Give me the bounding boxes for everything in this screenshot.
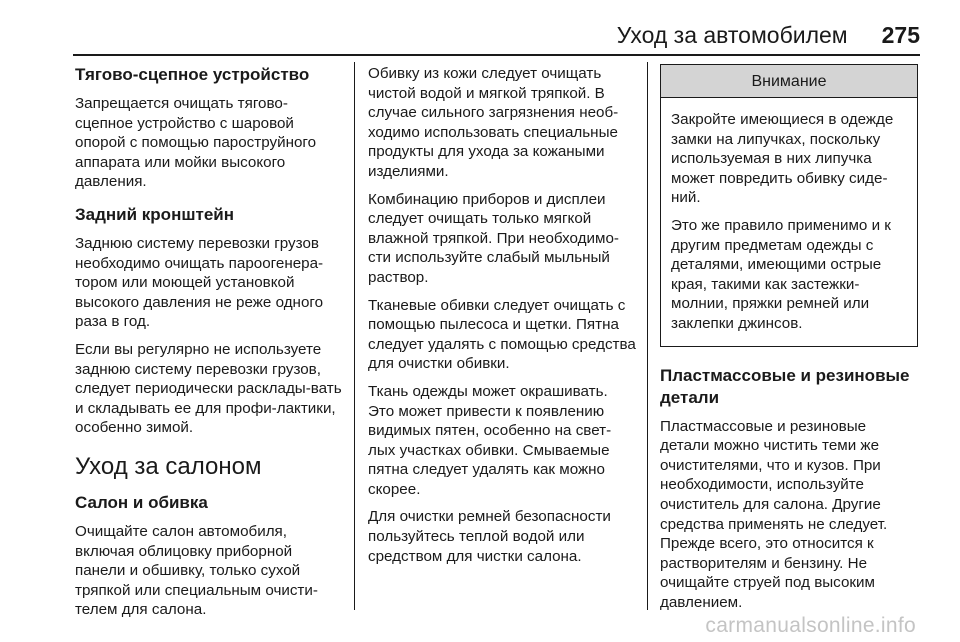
paragraph: Если вы регулярно не используете заднюю систему перевозки грузов, следует периодически расклады-вать и складывать ее для профи-лактики, особенно зимой. [75, 340, 342, 437]
paragraph: Для очистки ремней безопасности пользуйтесь теплой водой или средством для чистки салона. [368, 508, 611, 565]
notice-paragraph: Это же правило применимо и к другим предметам одежды с деталями, имеющими острые края, такими как застежки-молнии, пряжки ремней или заклепки джинсов. [671, 216, 891, 332]
column-divider-2 [647, 62, 648, 610]
warning-notice [660, 64, 918, 347]
section-title-rear-carrier: Задний кронштейн [75, 204, 235, 224]
header-title: Уход за автомобилем [616, 22, 848, 48]
paragraph: Заднюю систему перевозки грузов необходимо очищать пароогенера-тором или моющей установкой высокого давления не реже одного раза в год. [75, 234, 324, 331]
paragraph: Тканевые обивки следует очищать с помощью пылесоса и щетки. Пятна следует удалять с помощью средства для очистки обивки. [368, 296, 636, 373]
page-number: 275 [881, 22, 920, 48]
column-2 [368, 64, 636, 574]
paragraph: Запрещается очищать тягово-сцепное устройство с шаровой опорой с помощью пароструйного аппарата или мойки высокого давления. [75, 95, 317, 191]
paragraph: Комбинацию приборов и дисплеи следует очищать только мягкой влажной тряпкой. При необходимо-сти используйте слабый мыльный раствор. [368, 190, 619, 286]
notice-title: Внимание [661, 65, 917, 98]
notice-body [661, 98, 917, 346]
chapter-title-interior-care: Уход за салоном [75, 452, 262, 480]
column-1 [75, 64, 345, 628]
page-header [617, 22, 920, 49]
header-rule [73, 54, 920, 56]
paragraph: Пластмассовые и резиновые детали можно чистить теми же очистителями, что и кузов. При необходимости, используйте очиститель для салона. Другие средства применять не следует. Прежде всего, это относится к растворителям и бензину. Не очищайте струей под высоким давлением. [660, 417, 888, 611]
paragraph: Ткань одежды может окрашивать. Это может привести к появлению видимых пятен, особенно на свет-лых участках обивки. Смываемые пятна следует удалять как можно скорее. [368, 382, 612, 498]
section-title-interior-upholstery: Салон и обивка [75, 492, 208, 512]
section-title-towbar: Тягово-сцепное устройство [75, 65, 310, 84]
section-title-plastic-rubber: Пластмассовые и резиновые детали [660, 365, 910, 407]
notice-paragraph: Закройте имеющиеся в одежде замки на липучках, поскольку используемая в них липучка может повредить обивку сиде-ний. [671, 111, 894, 207]
watermark: carmanualsonline.info [705, 614, 916, 637]
column-3 [660, 64, 918, 620]
paragraph: Обивку из кожи следует очищать чистой водой и мягкой тряпкой. В случае сильного загрязнения необ-ходимо использовать специальные продукты для ухода за кожаными изделиями. [368, 65, 619, 180]
paragraph: Очищайте салон автомобиля, включая облицовку приборной панели и обшивку, только сухой тряпкой или специальным очисти-телем для салона. [75, 522, 318, 619]
column-divider-1 [354, 62, 355, 610]
